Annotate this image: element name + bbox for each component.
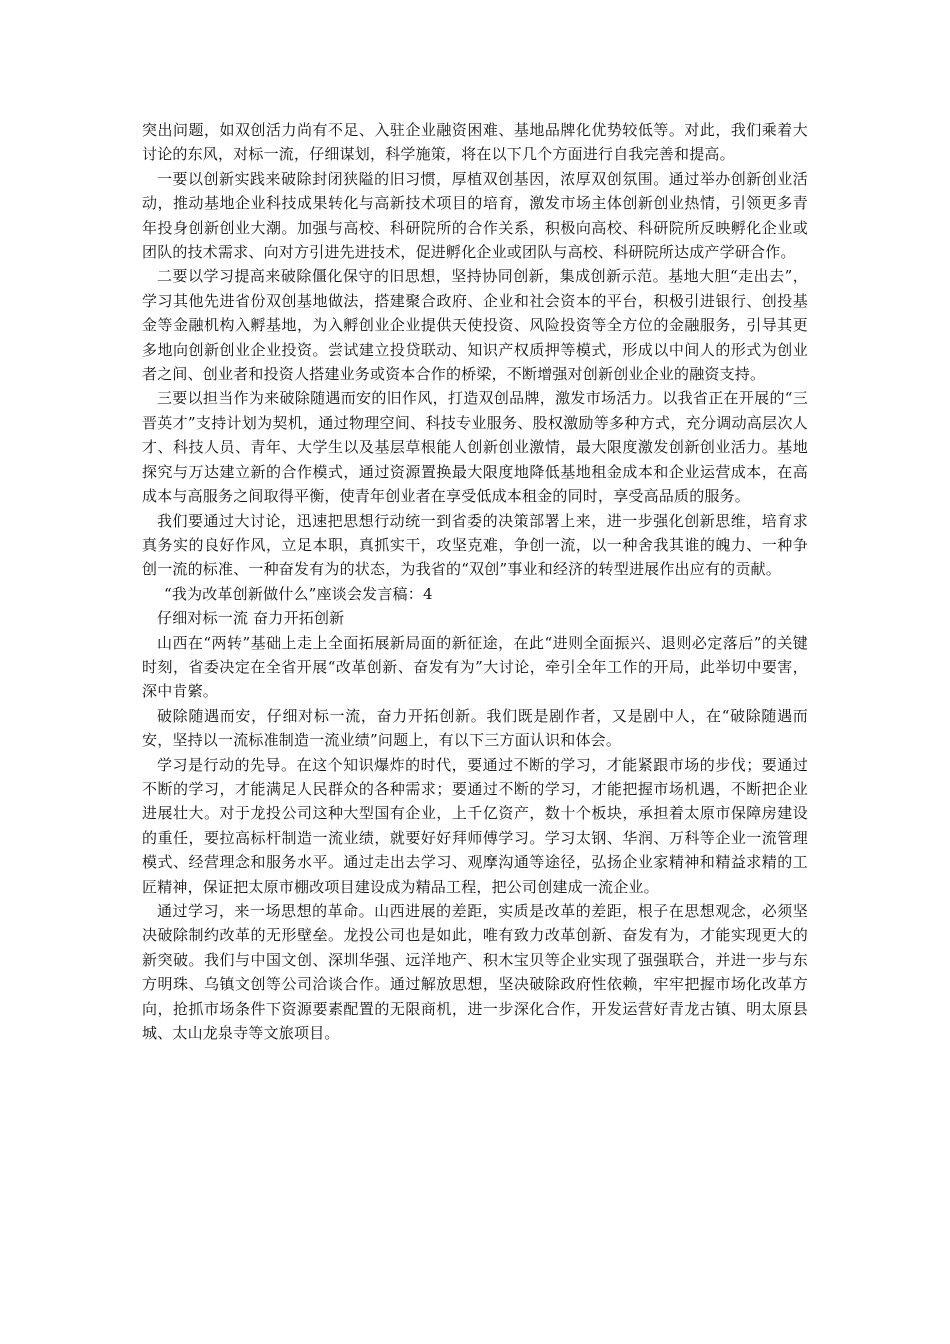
body-paragraph-6: 山西在“两转”基础上走上全面拓展新局面的新征途，在此“进则全面振兴、退则必定落后”的关键时刻，省委决定在全省开展“改革创新、奋发有为”大讨论，牵引全年工作的开局，此举切中要害，深中肯綮。 — [142, 633, 808, 701]
document-page — [142, 118, 808, 1045]
body-paragraph-9: 通过学习，来一场思想的革命。山西进展的差距，实质是改革的差距，根子在思想观念，必须坚决破除制约改革的无形壁垒。龙投公司也是如此，唯有致力改革创新、奋发有为，才能实现更大的新突破。我们与中国文创、深圳华强、远洋地产、积木宝贝等企业实现了强强联合，并进一步与东方明珠、乌镇文创等公司洽谈合作。通过解放思想，坚决破除政府性依赖，牢牢把握市场化改革方向，抢抓市场条件下资源要素配置的无限商机，进一步深化合作，开发运营好青龙古镇、明太原县城、太山龙泉寺等文旅项目。 — [142, 902, 808, 1043]
body-paragraph-8: 学习是行动的先导。在这个知识爆炸的时代，要通过不断的学习，才能紧跟市场的步伐；要通过不断的学习，才能满足人民群众的各种需求；要通过不断的学习，才能把握市场机遇，不断把企业进展壮大。对于龙投公司这种大型国有企业，上千亿资产，数十个板块，承担着太原市保障房建设的重任，要拉高标杆制造一流业绩，就要好好拜师傅学习。学习太钢、华润、万科等企业一流管理模式、经营理念和服务水平。通过走出去学习、观摩沟通等途径，弘扬企业家精神和精益求精的工匠精神，保证把太原市棚改项目建设成为精品工程，把公司创建成一流企业。 — [142, 755, 808, 896]
body-paragraph-5: 我们要通过大讨论，迅速把思想行动统一到省委的决策部署上来，进一步强化创新思维，培育求真务实的良好作风，立足本职，真抓实干，攻坚克难，争创一流，以一种舍我其谁的魄力、一种争创一流的标准、一种奋发有为的状态，为我省的“双创”事业和经济的转型进展作出应有的贡献。 — [142, 511, 808, 579]
speech-title: “我为改革创新做什么”座谈会发言稿：4 — [164, 584, 433, 603]
body-paragraph-1: 突出问题，如双创活力尚有不足、入驻企业融资困难、基地品牌化优势较低等。对此，我们乘着大讨论的东风，对标一流，仔细谋划，科学施策，将在以下几个方面进行自我完善和提高。 — [142, 121, 808, 164]
speech-subtitle: 仔细对标一流 奋力开拓创新 — [157, 609, 345, 628]
body-paragraph-3: 二要以学习提高来破除僵化保守的旧思想，坚持协同创新，集成创新示范。基地大胆“走出去”，学习其他先进省份双创基地做法，搭建聚合政府、企业和社会资本的平台，积极引进银行、创投基金等金融机构入孵基地，为入孵创业企业提供天使投资、风险投资等全方位的金融服务，引导其更多地向创新创业企业投资。尝试建立投贷联动、知识产权质押等模式，形成以中间人的形式为创业者之间、创业者和投资人搭建业务或资本合作的桥梁，不断增强对创新创业企业的融资支持。 — [142, 267, 808, 384]
body-paragraph-2: 一要以创新实践来破除封闭狭隘的旧习惯，厚植双创基因，浓厚双创氛围。通过举办创新创业活动，推动基地企业科技成果转化与高新技术项目的培育，激发市场主体创新创业热情，引领更多青年投身创新创业大潮。加强与高校、科研院所的合作关系，积极向高校、科研院所反映孵化企业或团队的技术需求、向对方引进先进技术，促进孵化企业或团队与高校、科研院所达成产学研合作。 — [142, 169, 808, 262]
body-paragraph-4: 三要以担当作为来破除随遇而安的旧作风，打造双创品牌，激发市场活力。以我省正在开展的“三晋英才”支持计划为契机，通过物理空间、科技专业服务、股权激励等多种方式，充分调动高层次人才、科技人员、青年、大学生以及基层草根能人创新创业激情，最大限度激发创新创业活力。基地探究与万达建立新的合作模式，通过资源置换最大限度地降低基地租金成本和企业运营成本，在高成本与高服务之间取得平衡，使青年创业者在享受低成本租金的同时，享受高品质的服务。 — [142, 389, 808, 506]
body-paragraph-7: 破除随遇而安，仔细对标一流，奋力开拓创新。我们既是剧作者，又是剧中人，在“破除随遇而安，坚持以一流标准制造一流业绩”问题上，有以下三方面认识和体会。 — [142, 706, 808, 750]
